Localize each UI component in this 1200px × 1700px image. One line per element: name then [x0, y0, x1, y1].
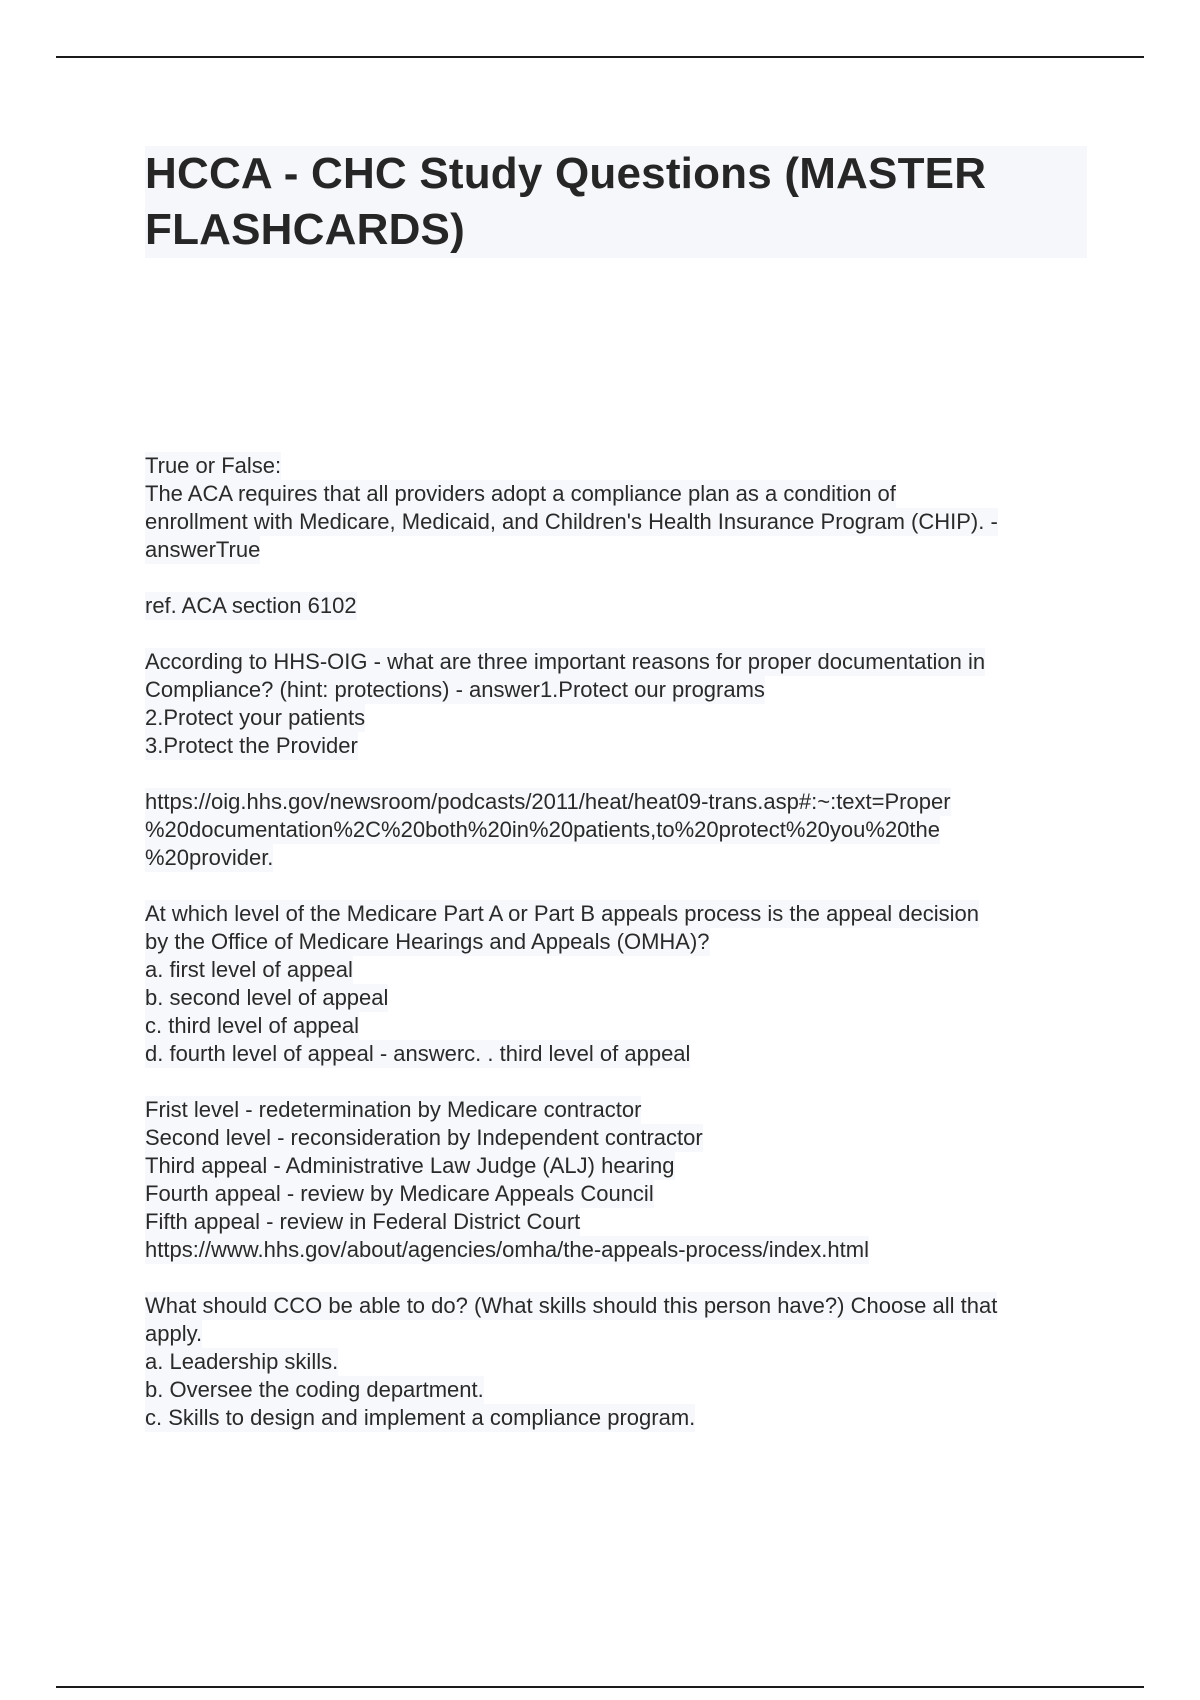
card-appeals-question [145, 900, 1090, 1068]
text-line: Compliance? (hint: protections) - answer1.Protect our programs [145, 677, 765, 702]
url-line: %20documentation%2C%20both%20in%20patients,to%20protect%20you%20the [145, 817, 940, 842]
url-line: %20provider. [145, 845, 274, 870]
text-line: Third appeal - Administrative Law Judge (ALJ) hearing [145, 1153, 675, 1178]
text-line: The ACA requires that all providers adopt a compliance plan as a condition of [145, 481, 896, 506]
option-line: b. Oversee the coding department. [145, 1377, 484, 1402]
text-line: apply. [145, 1321, 203, 1346]
option-line: b. second level of appeal [145, 985, 389, 1010]
title-block [145, 146, 1087, 258]
text-line: According to HHS-OIG - what are three important reasons for proper documentation in [145, 649, 986, 674]
text-line: ref. ACA section 6102 [145, 593, 357, 618]
text-line: enrollment with Medicare, Medicaid, and Children's Health Insurance Program (CHIP). - [145, 509, 998, 534]
text-line: answerTrue [145, 537, 261, 562]
text-line: At which level of the Medicare Part A or Part B appeals process is the appeal decision [145, 901, 980, 926]
card-cco-question [145, 1292, 1090, 1432]
text-line: 2.Protect your patients [145, 705, 366, 730]
text-line: Second level - reconsideration by Independent contractor [145, 1125, 703, 1150]
top-divider [56, 56, 1144, 58]
card-aca-question [145, 452, 1090, 564]
option-line: a. first level of appeal [145, 957, 353, 982]
option-line: c. third level of appeal [145, 1013, 360, 1038]
text-line: Frist level - redetermination by Medicare contractor [145, 1097, 642, 1122]
title-line-2: FLASHCARDS) [145, 205, 465, 254]
text-line: Fourth appeal - review by Medicare Appeals Council [145, 1181, 654, 1206]
text-line: by the Office of Medicare Hearings and Appeals (OMHA)? [145, 929, 710, 954]
flashcard-content [145, 452, 1090, 1460]
text-line: 3.Protect the Provider [145, 733, 358, 758]
text-line: What should CCO be able to do? (What skills should this person have?) Choose all that [145, 1293, 998, 1318]
card-documentation-question [145, 648, 1090, 760]
page-title [145, 146, 1087, 258]
card-appeals-levels [145, 1096, 1090, 1264]
card-documentation-url [145, 788, 1090, 872]
option-line: c. Skills to design and implement a compliance program. [145, 1405, 696, 1430]
card-aca-reference [145, 592, 1090, 620]
text-line: True or False: [145, 453, 282, 478]
title-line-1: HCCA - CHC Study Questions (MASTER [145, 149, 987, 198]
url-line: https://oig.hhs.gov/newsroom/podcasts/2011/heat/heat09-trans.asp#:~:text=Proper [145, 789, 951, 814]
url-line: https://www.hhs.gov/about/agencies/omha/the-appeals-process/index.html [145, 1237, 869, 1262]
option-line: a. Leadership skills. [145, 1349, 339, 1374]
bottom-divider [56, 1686, 1144, 1688]
option-line: d. fourth level of appeal - answerc. . third level of appeal [145, 1041, 691, 1066]
text-line: Fifth appeal - review in Federal District Court [145, 1209, 581, 1234]
